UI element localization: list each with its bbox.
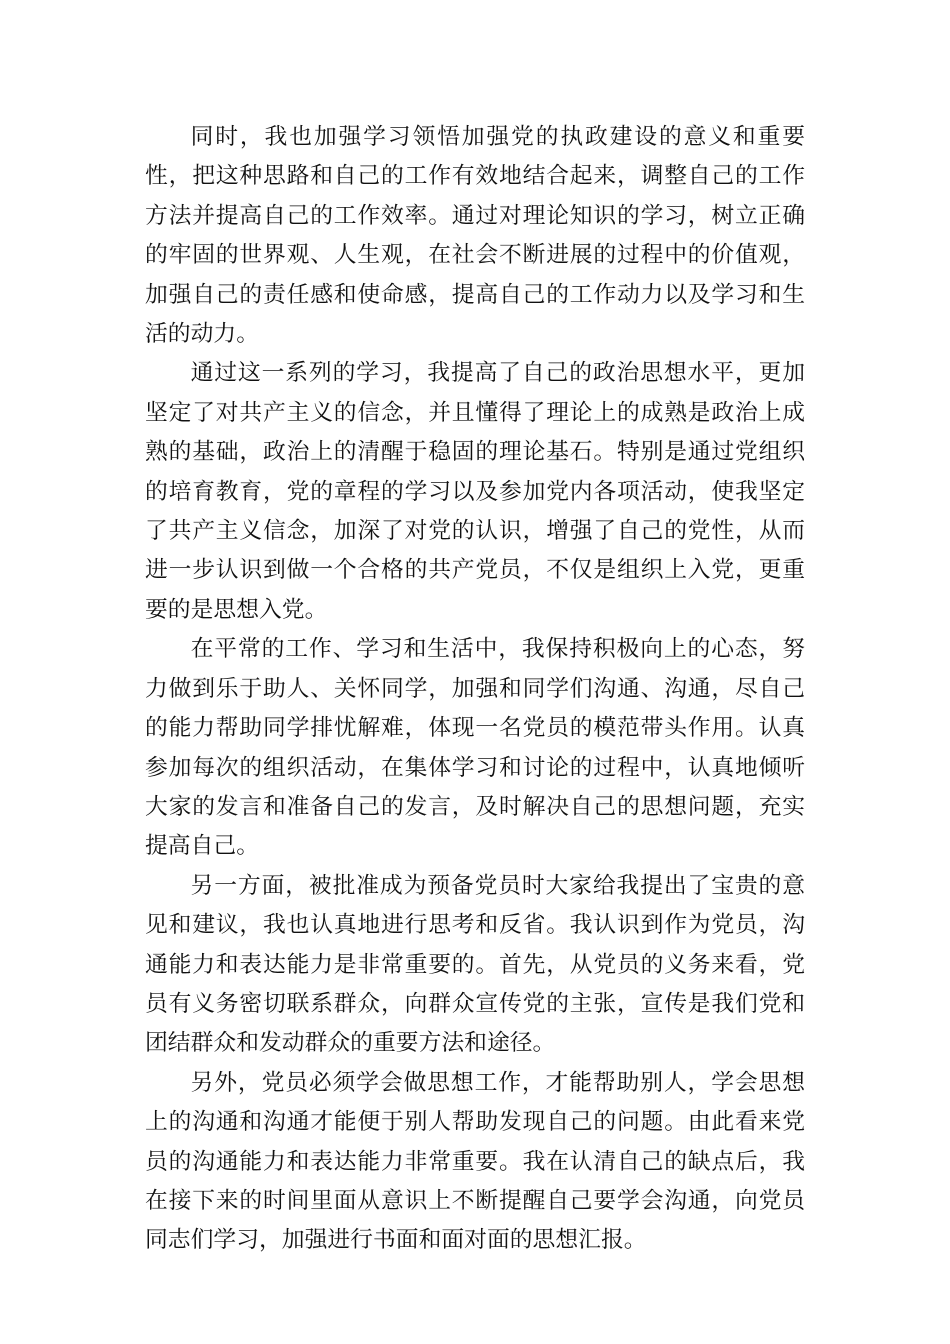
paragraph-4: 另一方面，被批准成为预备党员时大家给我提出了宝贵的意见和建议，我也认真地进行思考和反省。我认识到作为党员，沟通能力和表达能力是非常重要的。首先，从党员的义务来看，党员有义务密切联系群众，向群众宣传党的主张，宣传是我们党和团结群众和发动群众的重要方法和途径。 [145, 872, 805, 1057]
paragraph-3: 在平常的工作、学习和生活中，我保持积极向上的心态，努力做到乐于助人、关怀同学，加强和同学们沟通、沟通，尽自己的能力帮助同学排忧解难，体现一名党员的模范带头作用。认真参加每次的组织活动，在集体学习和讨论的过程中，认真地倾听大家的发言和准备自己的发言，及时解决自己的思想问题，充实提高自己。 [145, 636, 805, 860]
document-page [145, 118, 805, 1298]
paragraph-5: 另外，党员必须学会做思想工作，才能帮助别人，学会思想上的沟通和沟通才能便于别人帮助发现自己的问题。由此看来党员的沟通能力和表达能力非常重要。我在认清自己的缺点后，我在接下来的时间里面从意识上不断提醒自己要学会沟通，向党员同志们学习，加强进行书面和面对面的思想汇报。 [145, 1069, 805, 1254]
paragraph-2: 通过这一系列的学习，我提高了自己的政治思想水平，更加坚定了对共产主义的信念，并且懂得了理论上的成熟是政治上成熟的基础，政治上的清醒于稳固的理论基石。特别是通过党组织的培育教育，党的章程的学习以及参加党内各项活动，使我坚定了共产主义信念，加深了对党的认识，增强了自己的党性，从而进一步认识到做一个合格的共产党员，不仅是组织上入党，更重要的是思想入党。 [145, 360, 805, 623]
paragraph-1: 同时，我也加强学习领悟加强党的执政建设的意义和重要性，把这种思路和自己的工作有效地结合起来，调整自己的工作方法并提高自己的工作效率。通过对理论知识的学习，树立正确的牢固的世界观、人生观，在社会不断进展的过程中的价值观，加强自己的责任感和使命感，提高自己的工作动力以及学习和生活的动力。 [145, 124, 805, 348]
